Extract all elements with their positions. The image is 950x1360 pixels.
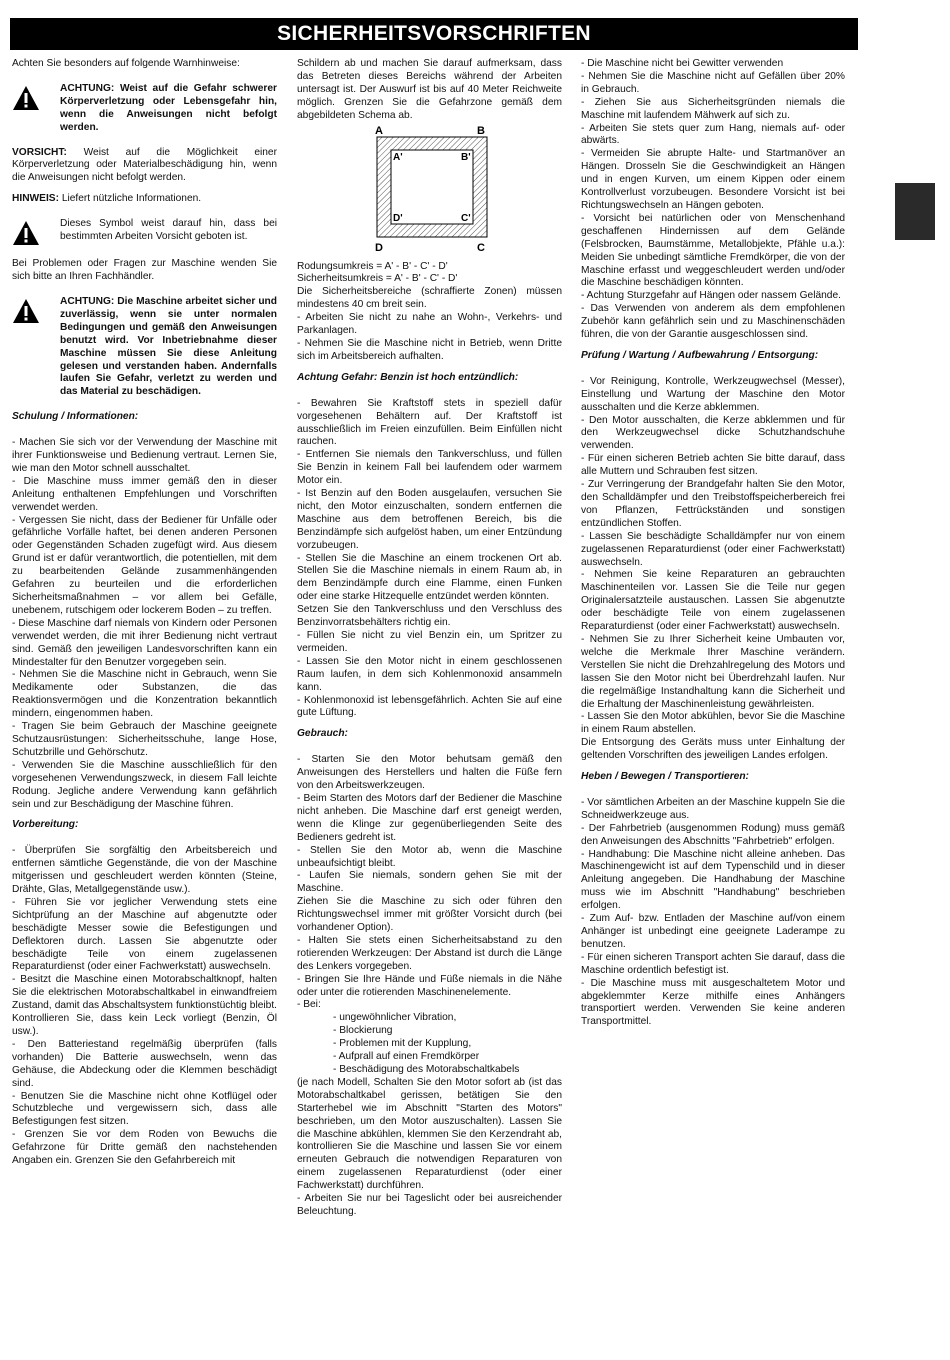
chapter-tab (895, 183, 935, 240)
hinweis-paragraph (12, 193, 277, 206)
list-item: - Den Batteriestand regelmäßig überprüfen (falls vorhanden) Die Batterie auswechseln, wenn das Gehäuse, die Abdeckung oder die Klemmen beschädigt sind. (12, 1038, 277, 1089)
list-item: - Verwenden Sie die Maschine ausschließlich für den vorgesehenen Verwendungszweck, in diesem Fall leichte Rodung. Jegliche andere Verwendung kann gefährlich sein und zur Beschädigung der Maschine führen. (12, 759, 277, 810)
column-3 (581, 58, 845, 1029)
list-item: - Der Fahrbetrieb (ausgenommen Rodung) muss gemäß den Anweisungen des Abschnitts "Fahrbetrieb" erfolgen. (581, 822, 845, 847)
list-item: Setzen Sie den Tankverschluss und den Verschluss des Benzinvorratsbehälters richtig ein. (297, 604, 562, 629)
list-item: - Stellen Sie die Maschine an einem trockenen Ort ab. Stellen Sie die Maschine niemals in einem Raum ab, in dem Benzindämpfe durch eine Flamme, einen Funken oder eine starke Hitzequelle entzündet werden könnten. (297, 552, 562, 603)
list-item: - Ziehen Sie aus Sicherheitsgründen niemals die Maschine mit laufendem Mähwerk auf sich zu. (581, 96, 845, 121)
intro-text: Achten Sie besonders auf folgende Warnhinweise: (12, 58, 240, 69)
list-item: - Arbeiten Sie nicht zu nahe an Wohn-, Verkehrs- und Parkanlagen. (297, 312, 562, 337)
column-2 (297, 58, 562, 1219)
list-item: - Kohlenmonoxid ist lebensgefährlich. Achten Sie auf eine gute Lüftung. (297, 694, 562, 719)
section-title-vorbereitung: Vorbereitung: (12, 819, 79, 831)
list-item: - Bewahren Sie Kraftstoff stets in speziell dafür vorgesehenen Behältern auf. Der Kraftstoff ist ausschließlich im Freien einzufüllen. Beim Einfüllen nicht rauchen. (297, 397, 562, 448)
list-item: - Bringen Sie Ihre Hände und Füße niemals in die Nähe oder unter die rotierenden Maschinenelemente. (297, 973, 562, 998)
label-a-prime: A' (392, 151, 403, 163)
list-item: - Laufen Sie niemals, sondern gehen Sie mit der Maschine. (297, 870, 562, 895)
list-item: Die Entsorgung des Geräts muss unter Einhaltung der geltenden Vorschriften des jeweiligen Landes erfolgen. (581, 737, 845, 762)
list-item: - Füllen Sie nicht zu viel Benzin ein, um Spritzer zu vermeiden. (297, 630, 562, 654)
warning-triangle-icon (12, 83, 60, 111)
section-title-schulung: Schulung / Informationen: (12, 411, 139, 423)
column-1 (12, 58, 277, 1168)
list-item: - Handhabung: Die Maschine nicht alleine anheben. Das Maschinengewicht ist auf dem Typenschild und in dieser Anleitung angegeben. Die Handhabung der Maschine muss wie im Abschnitt "Handhabung" beschrieben erfolgen. (581, 848, 845, 912)
list-item: - Die Maschine nicht bei Gewitter verwenden (581, 58, 784, 69)
list-item: - Besitzt die Maschine einen Motorabschaltknopf, halten Sie die elektrischen Motorabschaltkabel in einwandfreiem Zustand, damit das Abschaltsystem funktionstüchtig bleibt. Kontrollieren Sie, dass kein Leck vorliegt (Benzin, Öl usw.). (12, 974, 277, 1037)
list-item: - Vergessen Sie nicht, dass der Bediener für Unfälle oder gefährliche Vorfälle haftet, bei denen anderen Personen oder Gegenständen Schaden zugefügt wird. Aus diesem Grund ist er dafür verantwortlich, die potentiellen, mit dem zu bearbeitenden Gelände zusammenhängenden Gefahren zu beurteilen und die erforderlichen Sicherheitsmaßnahmen – vor allem bei Gefälle, unebenem, rutschigem oder lockerem Boden – zu treffen. (12, 514, 277, 616)
list-item: - Halten Sie stets einen Sicherheitsabstand zu den rotierenden Werkzeugen: Der Abstand ist durch die Länge des Lenkers vorgegeben. (297, 934, 562, 972)
bereiche-text: Die Sicherheitsbereiche (schraffierte Zonen) müssen mindestens 40 cm breit sein. (297, 286, 562, 311)
vorsicht-label: VORSICHT: (12, 146, 67, 158)
list-item: - Nehmen Sie die Maschine nicht in Betrieb, wenn Dritte sich im Arbeitsbereich aufhalten. (297, 337, 562, 362)
bei-after-text: (je nach Modell, Schalten Sie den Motor sofort ab (ist das Motorabschaltkabel gerissen, betätigen Sie den Starterhebel wie im Abschnitt "Starten des Motors" beschrieben, um den Motor auszuschalten). Lassen Sie die Maschine abkühlen, klemmen Sie den Kerzendraht ab, kontrollieren Sie die Maschine und lassen Sie vor einem erneuten Gebrauch die notwendigen Reparaturen von einem zugelassenen Reparaturdienst (oder einer Fachwerkstatt) durchführen. (297, 1076, 562, 1192)
achtung-2-text: ACHTUNG: Die Maschine arbeitet sicher und zuverlässig, wenn sie unter normalen Bedingungen und gemäß den Anweisungen benutzt wird. Vor Inbetriebnahme dieser Maschine müssen Sie diese Anleitung gelesen und verstanden haben. Andernfalls laufen Sie Gefahr, verletzt zu werden und das Material zu beschädigen. (60, 295, 277, 398)
list-item: - Stellen Sie den Motor ab, wenn die Maschine unbeaufsichtigt bleibt. (297, 844, 562, 869)
symbol-text: Dieses Symbol weist darauf hin, dass bei bestimmten Arbeiten Vorsicht geboten ist. (60, 218, 277, 243)
list-item: - Tragen Sie beim Gebrauch der Maschine geeignete Schutzausrüstungen: Sicherheitsschuhe, lange Hose, Schutzbrille und Gehörschutz. (12, 721, 277, 758)
list-item: - Starten Sie den Motor behutsam gemäß den Anweisungen des Herstellers und halten die Füße fern von den Arbeitswerkzeugen. (297, 754, 562, 792)
section-title-gebrauch: Gebrauch: (297, 728, 348, 740)
list-item: - Vorsicht bei natürlichen oder von Menschenhand geschaffenen Hindernissen auf dem Gelände (Felsbrocken, Baumstämme, Metallobjekte, Pfähle u.a.): Meiden Sie unbedingt sämtliche Fremdkörper, die von der Maschine erfasst und weggeschleudert werden und/oder die Maschine beschädigen könnten. (581, 212, 845, 289)
list-item: - Nehmen Sie die Maschine nicht in Gebrauch, wenn Sie Medikamente oder Substanzen, die das Reaktionsvermögen und die Konzentration bekanntlich mindern, eingenommen haben. (12, 669, 277, 720)
list-item: - Lassen Sie den Motor abkühlen, bevor Sie die Maschine in einem Raum abstellen. (581, 711, 845, 736)
list-item: - Lassen Sie beschädigte Schalldämpfer nur von einem zugelassenen Reparaturdienst (oder einer Fachwerkstatt) auswechseln. (581, 530, 845, 568)
list-item: - Zur Verringerung der Brandgefahr halten Sie den Motor, den Schalldämpfer und den Treibstoffspeicherbereich frei von Pflanzen, Fettrückständen und sonstigen entzündlichen Stoffen. (581, 479, 845, 529)
list-item: - Die Maschine muss immer gemäß den in dieser Anleitung enthaltenen Empfehlungen und Vorschriften verwendet werden. (12, 475, 277, 513)
list-item: - Benutzen Sie die Maschine nicht ohne Kotflügel oder Schutzbleche und vergewissern sich, dass alle Befestigungen fest sitzen. (12, 1090, 277, 1128)
list-item: - Arbeiten Sie nur bei Tageslicht oder bei ausreichender Beleuchtung. (297, 1193, 562, 1217)
probleme-text: Bei Problemen oder Fragen zur Maschine wenden Sie sich bitte an Ihren Fachhändler. (12, 258, 277, 283)
vorsicht-text: Weist auf die Möglichkeit einer Körperverletzung oder Materialbeschädigung hin, wenn die Anweisungen nicht befolgt werden. (12, 146, 277, 184)
list-item: - Ist Benzin auf den Boden ausgelaufen, versuchen Sie nicht, den Motor einzuschalten, sondern entfernen die Maschine aus dem betroffenen Bereich, bis die Benzindämpfe sich aufgelöst haben, um einer Entzündung vorzubeugen. (297, 488, 562, 551)
list-item: - Bei: (297, 999, 321, 1011)
section-title-heben: Heben / Bewegen / Transportieren: (581, 771, 749, 783)
sub-list-item: - Blockierung (333, 1025, 393, 1037)
safety-zone-diagram (345, 123, 515, 261)
sub-list-item: - Aufprall auf einen Fremdkörper (333, 1051, 480, 1063)
list-item: - Achtung Sturzgefahr auf Hängen oder nassem Gelände. (581, 290, 841, 302)
vorsicht-paragraph (12, 147, 277, 186)
label-b-prime: B' (460, 151, 471, 163)
label-d: D (374, 241, 383, 254)
list-item: - Zum Auf- bzw. Entladen der Maschine auf/von einem Anhänger ist unbedingt eine geeignete Laderampe zu benutzen. (581, 913, 845, 950)
list-item: - Für einen sicheren Transport achten Sie darauf, dass die Maschine ordentlich befestigt ist. (581, 951, 845, 976)
list-item: - Vor sämtlichen Arbeiten an der Maschine kuppeln Sie die Schneidwerkzeuge aus. (581, 796, 845, 821)
section-title-benzin: Achtung Gefahr: Benzin ist hoch entzündlich: (297, 371, 519, 383)
list-item: - Den Motor ausschalten, die Kerze abklemmen und für den Werkzeugwechsel dicke Schutzhandschuhe verwenden. (581, 414, 845, 452)
warning-achtung-2 (12, 296, 277, 399)
sub-list-item: - Problemen mit der Kupplung, (333, 1038, 472, 1050)
list-item: - Vermeiden Sie abrupte Halte- und Startmanöver an Hängen. Drosseln Sie die Geschwindigkeit an Hängen und in engen Kurven, um einem Kippen oder einem Kontrollverlust vorzubeugen. Besondere Vorsicht ist bei Richtungswechseln an Hängen geboten. (581, 148, 845, 211)
list-item: Ziehen Sie die Maschine zu sich oder führen den Richtungswechsel immer mit größter Vorsicht durch (bei vorhandener Option). (297, 896, 562, 934)
list-item: - Machen Sie sich vor der Verwendung der Maschine mit ihrer Funktionsweise und Bedienung vertraut. Lernen Sie, wie man den Motor schnell ausschaltet. (12, 437, 277, 474)
sicherheitsumkreis: Sicherheitsumkreis = A' - B' - C' - D' (297, 273, 458, 285)
list-item: - Nehmen Sie keine Reparaturen an gebrauchten Maschinenteilen vor. Lassen Sie die Teile nur gegen Originalersatzteile austauschen. Lassen Sie abgenutzte oder beschädigte Teile von einem zugelassenen Reparaturdienst (oder einer Fachwerkstatt) auswechseln. (581, 569, 845, 633)
list-item: - Grenzen Sie vor dem Roden von Bewuchs die Gefahrzone für Dritte gemäß den nachstehenden Angaben ein. Grenzen Sie den Gefahrbereich mit (12, 1129, 277, 1167)
list-item: - Entfernen Sie niemals den Tankverschluss, und füllen Sie Benzin in keinem Fall bei laufendem oder warmem Motor ein. (297, 449, 562, 487)
list-item: - Führen Sie vor jeglicher Verwendung stets eine Sichtprüfung an der Maschine auf abgenutzte oder beschädigte Messer sowie die Befestigungen und Deflektoren durch. Lassen Sie abgenutzte oder beschädigte Teile von einem zugelassenen Reparaturdienst (oder einer Fachwerkstatt) auswechseln. (12, 896, 277, 973)
list-item: - Nehmen Sie zu Ihrer Sicherheit keine Umbauten vor, welche die Merkmale Ihrer Maschine verändern. Verstellen Sie nicht die Drehzahlregelung des Motors und lassen Sie den Motor nicht bei Überdrehzahl laufen. Nur die regelmäßige Instandhaltung kann die Sicherheit und die Erhaltung der Maschinenleistung gewährleisten. (581, 633, 845, 710)
list-item: - Vor Reinigung, Kontrolle, Werkzeugwechsel (Messer), Einstellung und Wartung der Maschine den Motor ausschalten und die Kerze abklemmen. (581, 375, 845, 413)
sub-list-item: - ungewöhnlicher Vibration, (333, 1012, 457, 1024)
symbol-info (12, 218, 277, 246)
warning-triangle-icon (12, 296, 60, 324)
list-item: - Nehmen Sie die Maschine nicht auf Gefällen über 20% in Gebrauch. (581, 70, 845, 95)
list-item: - Die Maschine muss mit ausgeschaltetem Motor und abgeklemmter Kerze mithilfe eines Anhängers transportiert werden. Verwenden Sie keine anderen Transportmittel. (581, 977, 845, 1028)
list-item: - Überprüfen Sie sorgfältig den Arbeitsbereich und entfernen sämtliche Gegenstände, die von der Maschine mitgerissen und geschleudert werden könnten (Steine, Drähte, Glas, Metallgegenstände usw.). (12, 845, 277, 896)
rodungsumkreis: Rodungsumkreis = A' - B' - C' - D' (297, 260, 448, 272)
hinweis-text: Liefert nützliche Informationen. (58, 193, 202, 205)
hinweis-label: HINWEIS: (12, 193, 59, 205)
sub-list-item: - Beschädigung des Motorabschaltkabels (333, 1064, 520, 1075)
list-item: - Beim Starten des Motors darf der Bediener die Maschine nicht anheben. Die Maschine darf erst geneigt werden, wenn die Klinge zur gegenüberliegenden Seite des Bedieners gedreht ist. (297, 792, 562, 843)
list-item: - Arbeiten Sie stets quer zum Hang, niemals auf- oder abwärts. (581, 122, 845, 147)
list-item: - Diese Maschine darf niemals von Kindern oder Personen verwendet werden, die mit ihrer Bedienung nicht vertraut sind. Gemäß den jeweiligen Landesvorschriften kann ein Mindestalter für den Benutzer vorgegeben sein. (12, 617, 277, 668)
section-title-pruefung: Prüfung / Wartung / Aufbewahrung / Entsorgung: (581, 349, 819, 361)
list-item: - Für einen sicheren Betrieb achten Sie bitte darauf, dass alle Muttern und Schrauben fest sitzen. (581, 453, 845, 478)
warning-achtung-1 (12, 83, 277, 135)
achtung-text: ACHTUNG: Weist auf die Gefahr schwerer Körperverletzung oder Lebensgefahr hin, wenn die Anweisungen nicht befolgt werden. (60, 82, 277, 133)
label-c: C (476, 241, 485, 254)
warning-triangle-icon (12, 218, 60, 246)
list-item: - Das Verwenden von anderem als dem empfohlenen Zubehör kann gefährlich sein und zu Maschinenschäden führen, die von der Garantie ausgeschlossen sind. (581, 303, 845, 341)
continuation-text: Schildern ab und machen Sie darauf aufmerksam, dass das Betreten dieses Bereichs während der Arbeiten untersagt ist. Der Auswurf ist bis auf 40 Meter Reichweite möglich. Grenzen Sie die Gefahrzone gemäß dem abgebildeten Schema ab. (297, 58, 562, 121)
label-d-prime: D' (392, 212, 403, 224)
label-c-prime: C' (460, 212, 471, 224)
list-item: - Lassen Sie den Motor nicht in einem geschlossenen Raum laufen, in dem sich Kohlenmonoxid ansammeln kann. (297, 655, 562, 693)
label-a: A (374, 124, 383, 137)
label-b: B (476, 124, 485, 137)
page-title: SICHERHEITSVORSCHRIFTEN (10, 18, 858, 50)
